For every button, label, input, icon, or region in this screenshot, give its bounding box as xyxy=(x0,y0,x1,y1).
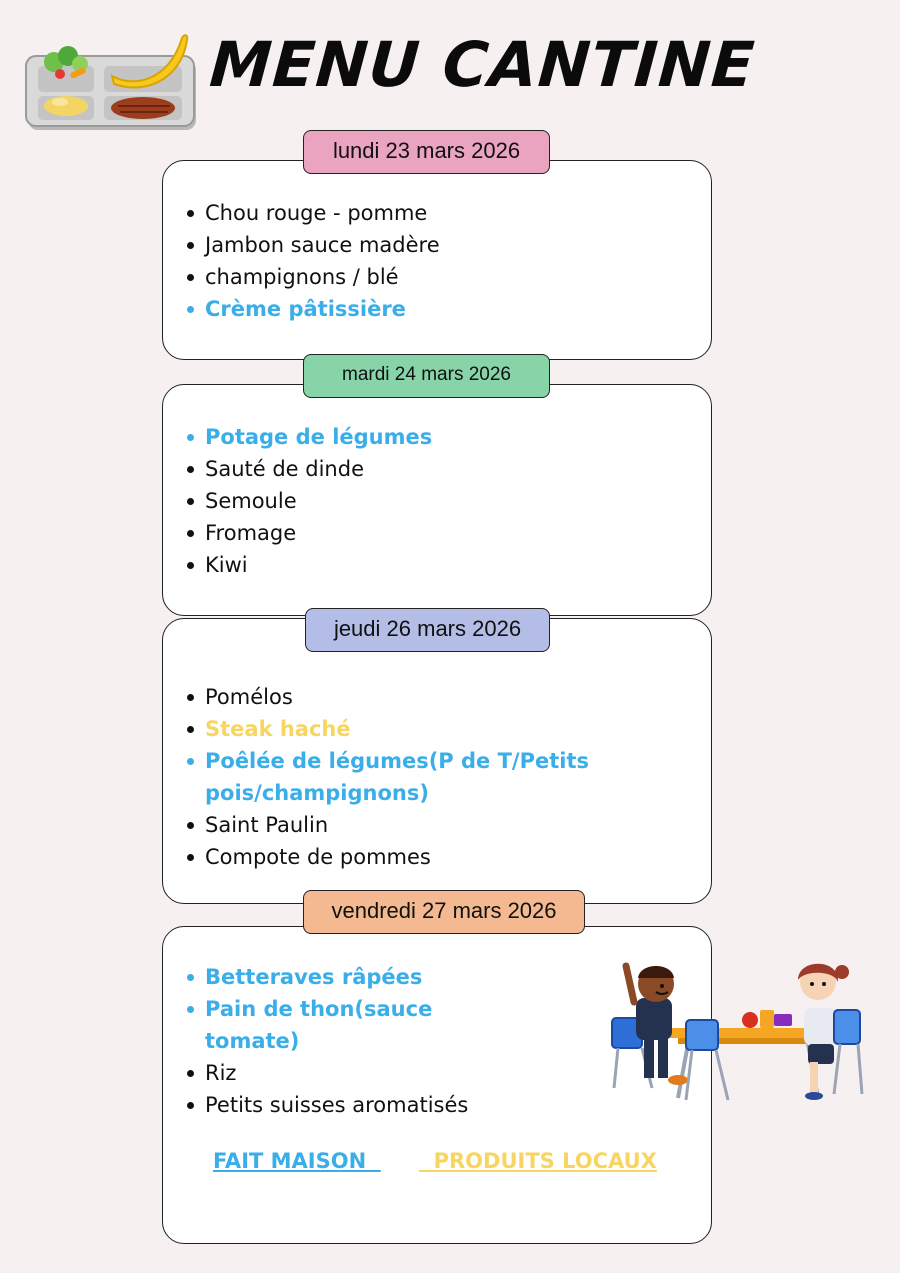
date-label-tuesday: mardi 24 mars 2026 xyxy=(303,354,550,398)
menu-item: Kiwi xyxy=(185,549,691,581)
menu-item: Poêlée de légumes(P de T/Petits pois/champignons) xyxy=(185,745,691,809)
menu-item: Crème pâtissière xyxy=(185,293,691,325)
lunch-tray-icon xyxy=(24,26,200,136)
date-label-thursday: jeudi 26 mars 2026 xyxy=(305,608,550,652)
menu-list xyxy=(185,421,691,581)
menu-item: Petits suisses aromatisés xyxy=(185,1089,531,1121)
menu-item: Pomélos xyxy=(185,681,691,713)
menu-item: champignons / blé xyxy=(185,261,691,293)
menu-item: Sauté de dinde xyxy=(185,453,691,485)
date-label-monday: lundi 23 mars 2026 xyxy=(303,130,550,174)
legend-local-products: PRODUITS LOCAUX xyxy=(419,1149,657,1173)
menu-list xyxy=(185,961,531,1121)
day-card-monday xyxy=(162,160,712,360)
menu-item: Semoule xyxy=(185,485,691,517)
menu-item: Fromage xyxy=(185,517,691,549)
menu-item: Compote de pommes xyxy=(185,841,691,873)
menu-item: Saint Paulin xyxy=(185,809,691,841)
day-card-thursday xyxy=(162,618,712,904)
children-eating-illustration xyxy=(608,958,868,1112)
menu-item: Chou rouge - pomme xyxy=(185,197,691,229)
menu-list xyxy=(185,681,691,873)
menu-item: Pain de thon(sauce tomate) xyxy=(185,993,531,1057)
menu-list xyxy=(185,197,691,325)
menu-item: Steak haché xyxy=(185,713,691,745)
menu-item: Potage de légumes xyxy=(185,421,691,453)
menu-item: Riz xyxy=(185,1057,531,1089)
day-card-tuesday xyxy=(162,384,712,616)
date-label-friday: vendredi 27 mars 2026 xyxy=(303,890,585,934)
page-title: MENU CANTINE xyxy=(207,28,758,101)
menu-item: Betteraves râpées xyxy=(185,961,531,993)
menu-item: Jambon sauce madère xyxy=(185,229,691,261)
legend-homemade: FAIT MAISON xyxy=(213,1149,381,1173)
